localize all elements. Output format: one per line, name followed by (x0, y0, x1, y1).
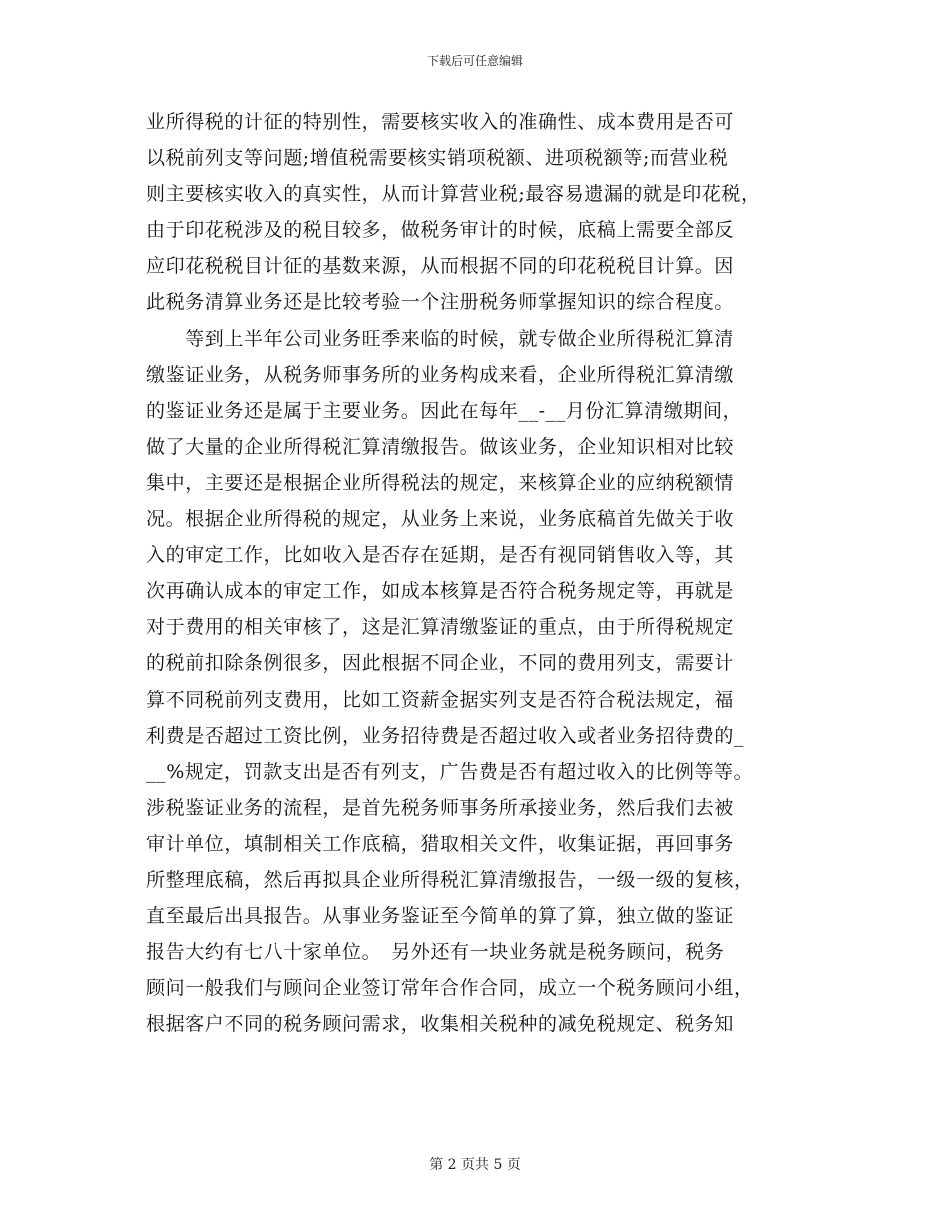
text-line: 算不同税前列支费用，比如工资薪金据实列支是否符合税法规定，福 (146, 688, 735, 711)
text-line: 审计单位，填制相关工作底稿，猎取相关文件，收集证据，再回事务 (146, 832, 735, 855)
text-line: 等到上半年公司业务旺季来临的时候，就专做企业所得税汇算清 (146, 327, 735, 350)
text-line: 入的审定工作，比如收入是否存在延期，是否有视同销售收入等，其 (146, 544, 735, 567)
text-line: 对于费用的相关审核了，这是汇算清缴鉴证的重点，由于所得税规定 (146, 616, 735, 639)
text-line: 次再确认成本的审定工作，如成本核算是否符合税务规定等，再就是 (146, 580, 735, 603)
body-text (146, 104, 826, 1042)
text-line: 顾问一般我们与顾问企业签订常年合作合同，成立一个税务顾问小组， (146, 977, 754, 1000)
text-line: 缴鉴证业务，从税务师事务所的业务构成来看，企业所得税汇算清缴 (146, 363, 735, 386)
text-line: 所整理底稿，然后再拟具企业所得税汇算清缴报告，一级一级的复核， (146, 868, 754, 891)
text-line: 业所得税的计征的特别性，需要核实收入的准确性、成本费用是否可 (146, 111, 735, 133)
text-line: 此税务清算业务还是比较考验一个注册税务师掌握知识的综合程度。 (146, 291, 735, 314)
text-line: 应印花税税目计征的基数来源，从而根据不同的印花税税目计算。因 (146, 255, 735, 278)
text-line: 由于印花税涉及的税目较多，做税务审计的时候，底稿上需要全部反 (146, 219, 735, 242)
text-line: 况。根据企业所得税的规定，从业务上来说，业务底稿首先做关于收 (146, 508, 735, 531)
text-line: 集中，主要还是根据企业所得税法的规定，来核算企业的应纳税额情 (146, 471, 735, 494)
text-line: 直至最后出具报告。从事业务鉴证至今简单的算了算，独立做的鉴证 (146, 905, 735, 928)
text-line: 的税前扣除条例很多，因此根据不同企业，不同的费用列支，需要计 (146, 652, 735, 675)
text-line: 报告大约有七八十家单位。 另外还有一块业务就是税务顾问，税务 (146, 941, 725, 964)
text-line: __%规定，罚款支出是否有列支，广告费是否有超过收入的比例等等。 (146, 760, 754, 783)
text-line: 的鉴证业务还是属于主要业务。因此在每年__-__月份汇算清缴期间， (146, 399, 743, 422)
text-line: 涉税鉴证业务的流程，是首先税务师事务所承接业务，然后我们去被 (146, 796, 735, 819)
text-line: 利费是否超过工资比例，业务招待费是否超过收入或者业务招待费的_ (146, 724, 745, 747)
text-line: 则主要核实收入的真实性，从而计算营业税;最容易遗漏的就是印花税， (146, 183, 761, 206)
text-line: 根据客户不同的税务顾问需求，收集相关税种的减免税规定、税务知 (146, 1013, 735, 1036)
page-header: 下载后可任意编辑 (426, 54, 523, 68)
text-line: 以税前列支等问题;增值税需要核实销项税额、进项税额等;而营业税 (146, 147, 729, 170)
page-footer: 第 2 页共 5 页 (429, 1157, 521, 1173)
text-line: 做了大量的企业所得税汇算清缴报告。做该业务，企业知识相对比较 (146, 435, 735, 458)
